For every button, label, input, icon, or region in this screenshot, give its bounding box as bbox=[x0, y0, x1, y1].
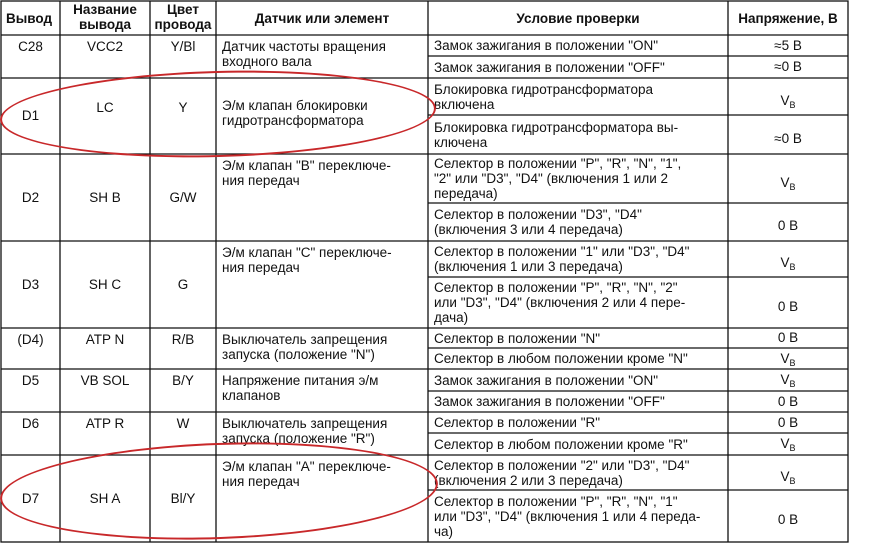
voltage-subscript: B bbox=[789, 100, 796, 110]
pin-cell: D2 bbox=[21, 190, 40, 205]
text-line: ния передач bbox=[222, 173, 300, 188]
voltage-value: 0 В bbox=[777, 415, 799, 430]
text-line: Селектор в положении "1" или "D3", "D4" bbox=[434, 244, 690, 259]
voltage-value: 0 В bbox=[777, 512, 799, 527]
voltage-cell bbox=[728, 415, 848, 430]
pin-cell: D5 bbox=[21, 373, 40, 388]
pin-cell: D7 bbox=[21, 491, 40, 506]
pin-name-cell: SH A bbox=[89, 491, 121, 506]
voltage-cell bbox=[728, 218, 848, 233]
wire-color-cell: G/W bbox=[169, 190, 197, 205]
text-line: ключена bbox=[434, 135, 488, 150]
text-line: Э/м клапан "B" переключе- bbox=[222, 158, 391, 173]
pin-name-cell: ATP R bbox=[85, 416, 125, 431]
wire-color-cell: R/B bbox=[171, 332, 195, 347]
wire-color-cell: Bl/Y bbox=[170, 491, 196, 506]
text-line: включена bbox=[434, 97, 495, 112]
text-line: клапанов bbox=[222, 388, 281, 403]
text-line: (включения 3 или 4 передача) bbox=[434, 222, 623, 237]
voltage-value: V bbox=[780, 469, 790, 484]
pin-cell: D1 bbox=[21, 108, 40, 123]
voltage-cell bbox=[728, 38, 848, 53]
sensor-cell bbox=[222, 39, 386, 69]
text-line: Селектор в положении "N" bbox=[434, 331, 601, 346]
condition-cell bbox=[434, 38, 658, 53]
voltage-subscript: B bbox=[789, 358, 796, 368]
text-line: Выключатель запрещения bbox=[222, 416, 388, 431]
pin-name-cell: SH C bbox=[88, 277, 122, 292]
sensor-cell bbox=[222, 373, 378, 403]
pin-cell: D6 bbox=[21, 416, 40, 431]
text-line: Селектор в положении "P", "R", "N", "1", bbox=[434, 156, 682, 171]
text-line: Селектор в положении "2" или "D3", "D4" bbox=[434, 458, 690, 473]
text-line: Селектор в положении "P", "R", "N", "1" bbox=[434, 494, 678, 509]
voltage-cell bbox=[728, 469, 848, 486]
condition-cell bbox=[434, 437, 688, 452]
voltage-cell bbox=[728, 512, 848, 527]
voltage-value: V bbox=[780, 93, 790, 108]
text-line: (включения 1 или 3 передача) bbox=[434, 259, 623, 274]
header-name: Название вывода bbox=[73, 2, 137, 32]
text-line: ния передач bbox=[222, 260, 300, 275]
text-line: Блокировка гидротрансформатора вы- bbox=[434, 120, 679, 135]
voltage-subscript: B bbox=[789, 262, 796, 272]
condition-cell bbox=[434, 156, 681, 201]
text-line: ча) bbox=[434, 524, 454, 539]
voltage-cell bbox=[728, 59, 848, 74]
voltage-subscript: B bbox=[789, 182, 796, 192]
pin-name-cell: VB SOL bbox=[80, 373, 130, 388]
text-line: Замок зажигания в положении "ON" bbox=[434, 373, 659, 388]
text-line: запуска (положение "N") bbox=[222, 347, 375, 362]
text-line: Датчик частоты вращения bbox=[222, 39, 386, 54]
text-line: передача) bbox=[434, 186, 498, 201]
text-line: Э/м клапан блокировки bbox=[222, 98, 368, 113]
pin-name-cell: VCC2 bbox=[86, 39, 123, 54]
voltage-value: 0 В bbox=[777, 330, 799, 345]
wire-color-cell: Y bbox=[178, 100, 188, 115]
voltage-value: ≈0 В bbox=[774, 59, 802, 74]
condition-cell bbox=[434, 331, 600, 346]
voltage-cell bbox=[728, 394, 848, 409]
voltage-subscript: B bbox=[789, 379, 796, 389]
text-line: "2" или "D3", "D4" (включения 1 или 2 bbox=[434, 171, 668, 186]
sensor-cell bbox=[222, 332, 387, 362]
voltage-subscript: B bbox=[789, 443, 796, 453]
voltage-value: 0 В bbox=[777, 394, 799, 409]
condition-cell bbox=[434, 458, 689, 488]
text-line: Селектор в положении "D3", "D4" bbox=[434, 207, 642, 222]
voltage-cell bbox=[728, 175, 848, 192]
condition-cell bbox=[434, 415, 600, 430]
voltage-value: ≈0 В bbox=[774, 131, 802, 146]
voltage-value: V bbox=[780, 351, 790, 366]
condition-cell bbox=[434, 120, 678, 150]
voltage-value: 0 В bbox=[777, 299, 799, 314]
voltage-value: ≈5 В bbox=[774, 38, 802, 53]
wire-color-cell: Y/Bl bbox=[170, 39, 196, 54]
condition-cell bbox=[434, 207, 642, 237]
header-voltage: Напряжение, В bbox=[738, 11, 838, 26]
text-line: Замок зажигания в положении "ON" bbox=[434, 38, 659, 53]
text-line: Селектор в положении "P", "R", "N", "2" bbox=[434, 280, 678, 295]
sensor-cell bbox=[222, 245, 392, 275]
pin-name-cell: LC bbox=[96, 100, 114, 115]
header-color: Цвет провода bbox=[154, 2, 212, 32]
voltage-cell bbox=[728, 131, 848, 146]
condition-cell bbox=[434, 280, 685, 325]
voltage-subscript: B bbox=[789, 476, 796, 486]
pin-cell: C28 bbox=[18, 39, 43, 54]
text-line: гидротрансформатора bbox=[222, 113, 364, 128]
text-line: ния передач bbox=[222, 474, 300, 489]
voltage-cell bbox=[728, 436, 848, 453]
header-sensor: Датчик или элемент bbox=[254, 11, 390, 26]
wire-color-cell: B/Y bbox=[172, 373, 194, 388]
voltage-value: V bbox=[780, 372, 790, 387]
text-line: Замок зажигания в положении "OFF" bbox=[434, 60, 665, 75]
text-line: или "D3", "D4" (включения 2 или 4 пере- bbox=[434, 295, 686, 310]
pin-cell: (D4) bbox=[17, 332, 44, 347]
text-line: Селектор в положении "R" bbox=[434, 415, 601, 430]
voltage-value: V bbox=[780, 175, 790, 190]
condition-cell bbox=[434, 82, 653, 112]
voltage-cell bbox=[728, 372, 848, 389]
condition-cell bbox=[434, 244, 689, 274]
voltage-cell bbox=[728, 255, 848, 272]
voltage-cell bbox=[728, 299, 848, 314]
header-pin: Вывод bbox=[6, 11, 53, 26]
voltage-value: V bbox=[780, 436, 790, 451]
voltage-cell bbox=[728, 351, 848, 368]
voltage-cell bbox=[728, 93, 848, 110]
voltage-cell bbox=[728, 330, 848, 345]
text-line: Э/м клапан "A" переключе- bbox=[222, 459, 391, 474]
condition-cell bbox=[434, 494, 700, 539]
text-line: Селектор в любом положении кроме "R" bbox=[434, 437, 688, 452]
wire-color-cell: W bbox=[176, 416, 190, 431]
text-line: Блокировка гидротрансформатора bbox=[434, 82, 653, 97]
text-line: Селектор в любом положении кроме "N" bbox=[434, 351, 688, 366]
sensor-cell bbox=[222, 158, 391, 188]
pin-cell: D3 bbox=[21, 277, 40, 292]
voltage-value: 0 В bbox=[777, 218, 799, 233]
header-condition: Условие проверки bbox=[516, 11, 640, 26]
text-line: Замок зажигания в положении "OFF" bbox=[434, 394, 665, 409]
condition-cell bbox=[434, 373, 658, 388]
text-line: Э/м клапан "C" переключе- bbox=[222, 245, 392, 260]
voltage-value: V bbox=[780, 255, 790, 270]
text-line: входного вала bbox=[222, 54, 312, 69]
wire-color-cell: G bbox=[177, 277, 189, 292]
condition-cell bbox=[434, 394, 665, 409]
text-line: запуска (положение "R") bbox=[222, 431, 375, 446]
pin-name-cell: SH B bbox=[89, 190, 121, 205]
condition-cell bbox=[434, 60, 665, 75]
condition-cell bbox=[434, 351, 688, 366]
text-line: Выключатель запрещения bbox=[222, 332, 388, 347]
text-line: Напряжение питания э/м bbox=[222, 373, 379, 388]
text-line: дача) bbox=[434, 310, 469, 325]
text-line: или "D3", "D4" (включения 1 или 4 переда- bbox=[434, 509, 701, 524]
text-line: (включения 2 или 3 передача) bbox=[434, 473, 623, 488]
pin-name-cell: ATP N bbox=[85, 332, 125, 347]
